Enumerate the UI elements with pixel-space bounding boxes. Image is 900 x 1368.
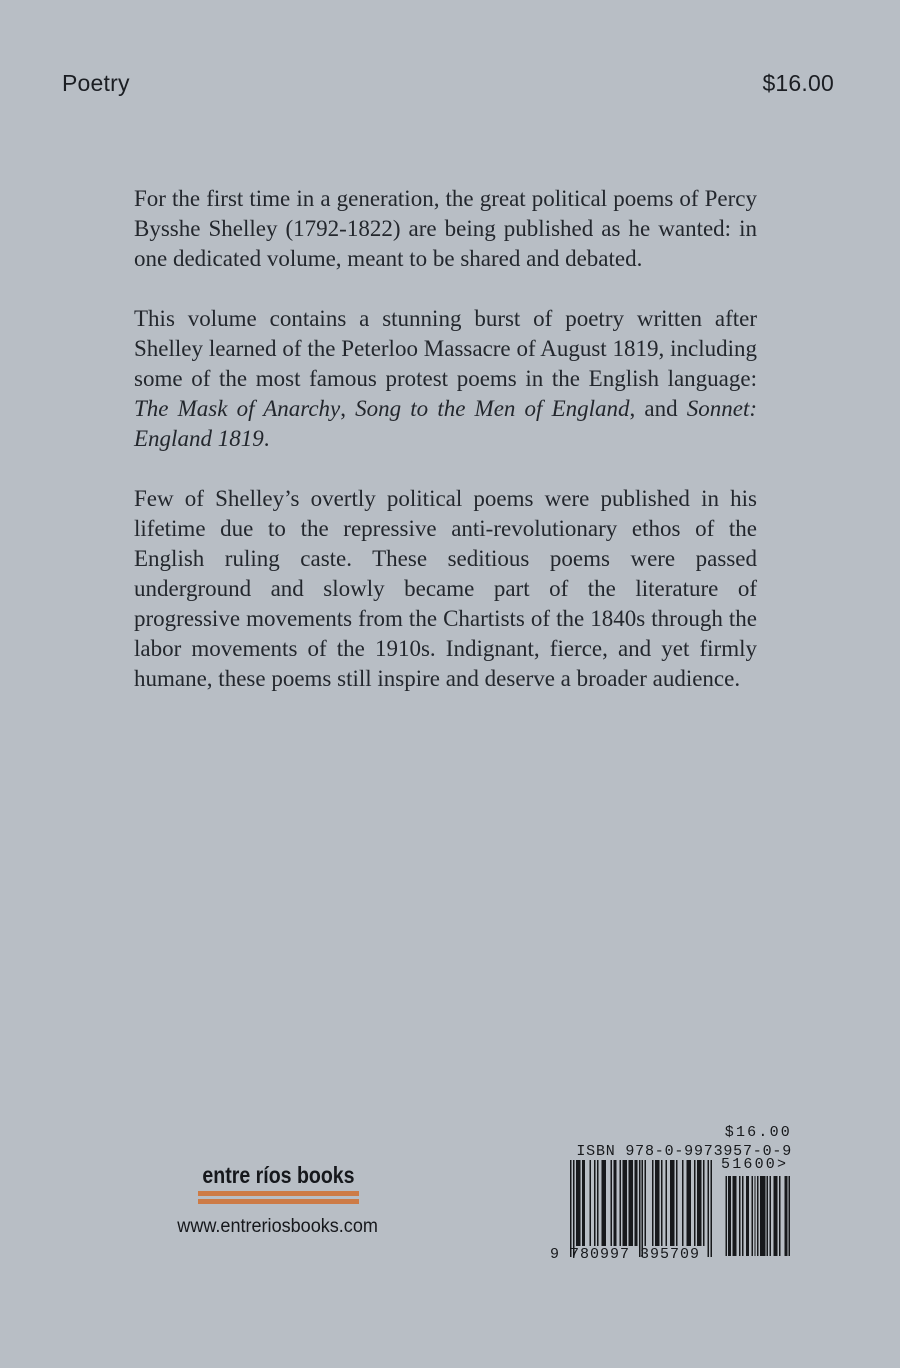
barcode-digits: 9 780997 395709 bbox=[550, 1246, 701, 1263]
barcode-block bbox=[540, 1122, 793, 1282]
category-label: Poetry bbox=[62, 70, 130, 96]
ean13-barcode bbox=[570, 1160, 712, 1257]
logo-rule-top bbox=[198, 1191, 359, 1196]
blurb bbox=[134, 184, 757, 694]
publisher-logo bbox=[178, 1163, 378, 1238]
publisher-name: entre ríos books bbox=[201, 1162, 355, 1188]
barcode-supplement-code: 51600> bbox=[721, 1156, 789, 1173]
logo-rule-bottom bbox=[198, 1199, 359, 1204]
blurb-paragraph: This volume contains a stunning burst of poetry written after Shelley learned of the Peterloo Massacre of August 1819, including some of the most famous protest poems in the English language: The Mask of Anarchy, Song to the Men of England, and Sonnet: England 1819. bbox=[134, 306, 758, 451]
top-row bbox=[62, 70, 834, 97]
ean5-barcode bbox=[724, 1176, 790, 1256]
logo-rules bbox=[198, 1191, 359, 1204]
publisher-website: www.entreriosbooks.com bbox=[177, 1216, 379, 1237]
isbn-number: ISBN 978-0-9973957-0-9 bbox=[576, 1143, 792, 1160]
price-label: $16.00 bbox=[762, 70, 834, 96]
barcode-price: $16.00 bbox=[724, 1124, 792, 1141]
blurb-paragraph: For the first time in a generation, the great political poems of Percy Bysshe Shelley (1792-1822) are being published as he wanted: in one dedicated volume, meant to be shared and debated. bbox=[134, 186, 757, 271]
blurb-paragraph: Few of Shelley’s overtly political poems were published in his lifetime due to the repressive anti-revolutionary ethos of the English ruling caste. These seditious poems were passed underground and slowly became part of the literature of progressive movements from the Chartists of the 1840s through the labor movements of the 1910s. Indignant, fierce, and yet firmly humane, these poems still inspire and deserve a broader audience. bbox=[134, 486, 757, 691]
